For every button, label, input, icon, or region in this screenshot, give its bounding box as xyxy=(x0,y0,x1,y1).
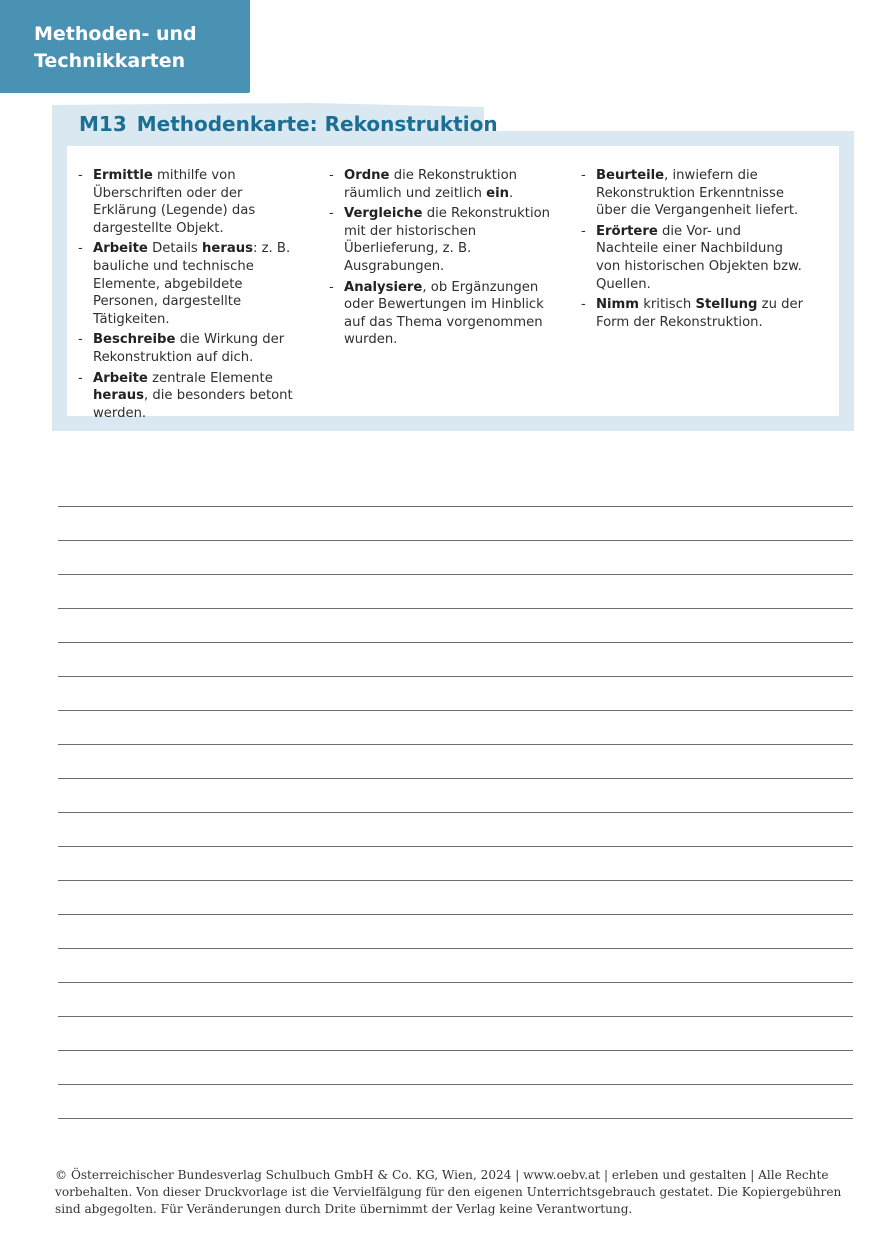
bullet-dash: - xyxy=(581,297,586,313)
task-verb: Vergleiche xyxy=(344,206,423,222)
bullet-dash: - xyxy=(78,332,83,348)
task-text: . xyxy=(508,185,514,201)
method-card-title xyxy=(79,111,498,137)
task-verb: Arbeite xyxy=(93,370,148,386)
writing-line xyxy=(58,710,853,711)
task-column-1 xyxy=(78,167,303,425)
task-verb: heraus xyxy=(201,241,253,257)
bullet-dash: - xyxy=(78,370,83,386)
writing-line xyxy=(58,676,853,677)
bullet-dash: - xyxy=(329,206,334,222)
task-text: die Vor- und Nachteile einer Nachbildung von historischen Objekten bzw. Quellen. xyxy=(596,223,802,292)
task-verb: Analysiere xyxy=(344,279,423,295)
task-column-2 xyxy=(329,167,554,352)
header-title: Methoden- und Technikkarten xyxy=(34,23,197,72)
writing-line xyxy=(58,608,853,609)
task-item xyxy=(78,240,303,328)
bullet-dash: - xyxy=(329,279,334,295)
task-text: zentrale Elemente xyxy=(147,370,273,386)
header-tab xyxy=(0,0,250,93)
writing-line xyxy=(58,778,853,779)
task-text: , inwiefern die Rekonstruktion Erkenntnisse über die Vergangenheit liefert. xyxy=(596,168,799,219)
task-item xyxy=(329,167,554,202)
card-title-text: Methodenkarte: Rekonstruktion xyxy=(136,112,498,136)
writing-lines xyxy=(58,506,853,1152)
task-item xyxy=(581,296,806,331)
bullet-dash: - xyxy=(581,168,586,183)
writing-line xyxy=(58,1118,853,1119)
writing-line xyxy=(58,642,853,643)
writing-line xyxy=(58,1084,853,1085)
task-text: mithilfe von Überschriften oder der Erklärung (Legende) das dargestellte Objekt. xyxy=(93,168,256,236)
task-text: : z. B. bauliche und technische Elemente, abgebildete Personen, dargestellte Tätigkeiten. xyxy=(93,241,291,327)
task-item xyxy=(581,223,806,293)
writing-line xyxy=(58,914,853,915)
writing-line xyxy=(58,1016,853,1017)
task-item xyxy=(78,167,303,237)
task-verb: Stellung xyxy=(695,297,758,313)
writing-line xyxy=(58,880,853,881)
task-verb: Ordne xyxy=(344,168,390,183)
writing-line xyxy=(58,540,853,541)
task-verb: Beschreibe xyxy=(93,332,176,348)
writing-line xyxy=(58,982,853,983)
bullet-dash: - xyxy=(581,223,586,239)
bullet-dash: - xyxy=(329,168,334,183)
task-text: die Rekonstruktion räumlich und zeitlich xyxy=(344,168,518,201)
task-text: die Rekonstruktion mit der historischen Überlieferung, z. B. Ausgrabungen. xyxy=(344,206,551,274)
task-item xyxy=(78,331,303,366)
task-text: kritisch xyxy=(639,297,696,313)
task-item xyxy=(581,167,806,220)
task-text: , ob Ergänzungen oder Bewertungen im Hinblick auf das Thema vorgenommen wurden. xyxy=(344,279,544,348)
task-text: Details xyxy=(147,241,202,257)
task-item xyxy=(78,370,303,423)
task-text: zu der Form der Rekonstruktion. xyxy=(596,297,804,330)
task-verb: Erörtere xyxy=(596,223,658,239)
writing-line xyxy=(58,948,853,949)
writing-line xyxy=(58,1050,853,1051)
task-verb: Beurteile xyxy=(596,168,665,183)
writing-line xyxy=(58,506,853,507)
task-column-3 xyxy=(581,167,806,334)
writing-line xyxy=(58,744,853,745)
task-item xyxy=(329,279,554,349)
bullet-dash: - xyxy=(78,241,83,257)
writing-line xyxy=(58,846,853,847)
task-verb: Arbeite xyxy=(93,241,148,257)
task-verb: Nimm xyxy=(596,297,640,313)
task-verb: heraus xyxy=(93,388,144,404)
task-verb: Ermittle xyxy=(93,168,153,183)
card-code: M13 xyxy=(79,112,127,136)
copyright-footer: © Österreichischer Bundesverlag Schulbuch GmbH & Co. KG, Wien, 2024 | www.oebv.at | erleben und gestalten | Alle Rechte vorbehalten. Von dieser Druckvorlage ist die Vervielfälgung für den eigenen Unterrichtsgebrauch gestatet. Die Kopiergebühren sind abgegolten. Für Veränderungen durch Drite übernimmt der Verlag keine Verantwortung. xyxy=(55,1168,842,1216)
bullet-dash: - xyxy=(78,168,83,183)
writing-line xyxy=(58,812,853,813)
task-verb: ein xyxy=(486,185,509,201)
writing-line xyxy=(58,574,853,575)
task-text: die Wirkung der Rekonstruktion auf dich. xyxy=(93,332,285,365)
task-item xyxy=(329,205,554,275)
task-text: , die besonders betont werden. xyxy=(93,388,293,421)
